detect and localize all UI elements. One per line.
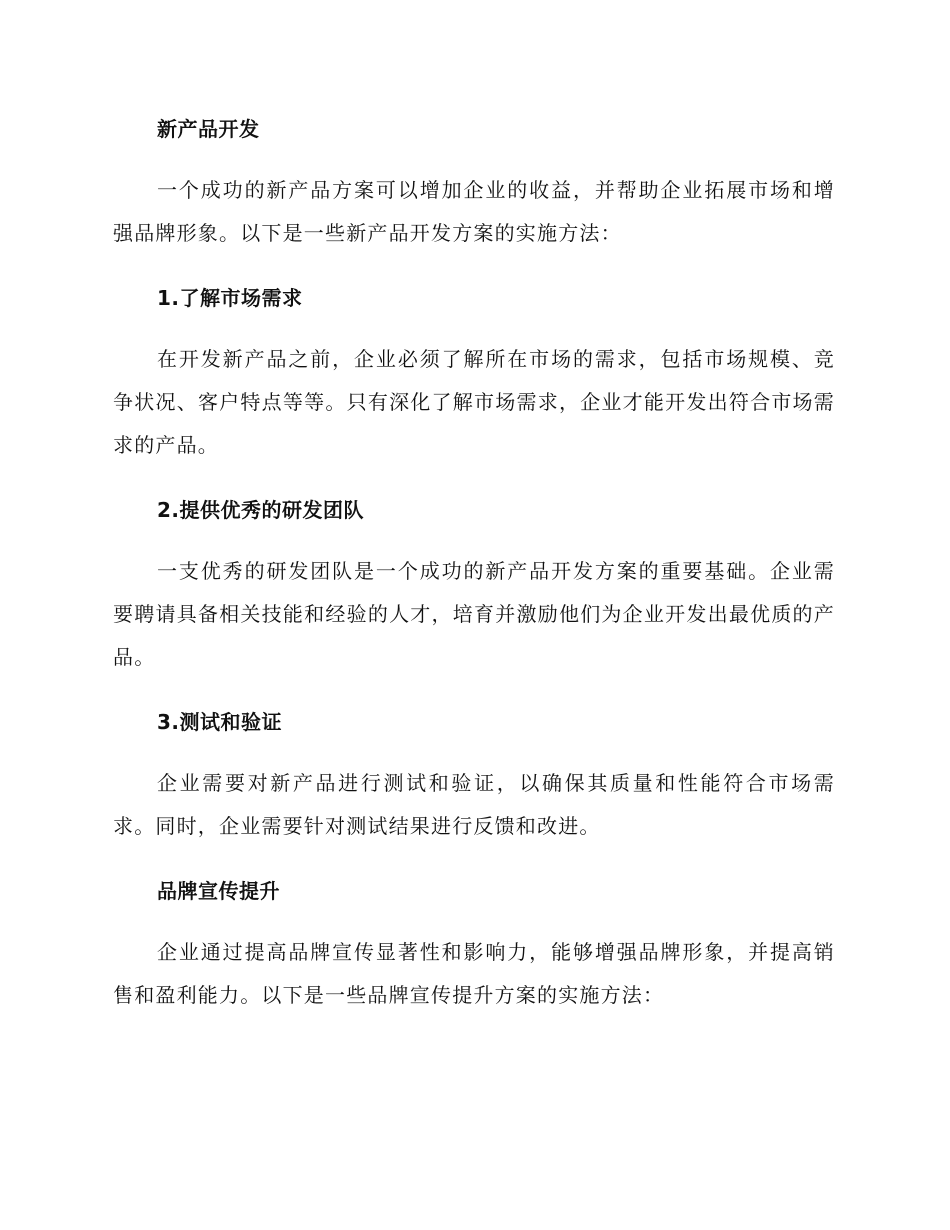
section-paragraph-brand: 企业通过提高品牌宣传显著性和影响力，能够增强品牌形象，并提高销售和盈利能力。以下是一些品牌宣传提升方案的实施方法： (113, 940, 835, 1007)
section-paragraph-new-product: 一个成功的新产品方案可以增加企业的收益，并帮助企业拓展市场和增强品牌形象。以下是一些新产品开发方案的实施方法： (113, 178, 835, 245)
section-heading-new-product: 新产品开发 (157, 117, 260, 141)
section-paragraph-testing: 企业需要对新产品进行测试和验证，以确保其质量和性能符合市场需求。同时，企业需要针对测试结果进行反馈和改进。 (113, 771, 835, 838)
document-body (113, 112, 835, 1017)
section-paragraph-market-demand: 在开发新产品之前，企业必须了解所在市场的需求，包括市场规模、竞争状况、客户特点等等。只有深化了解市场需求，企业才能开发出符合市场需求的产品。 (113, 347, 835, 457)
section-heading-rd-team: 2.提供优秀的研发团队 (157, 498, 365, 522)
section-heading-brand: 品牌宣传提升 (157, 879, 280, 903)
section-heading-market-demand: 1.了解市场需求 (157, 286, 303, 310)
section-paragraph-rd-team: 一支优秀的研发团队是一个成功的新产品开发方案的重要基础。企业需要聘请具备相关技能和经验的人才，培育并激励他们为企业开发出最优质的产品。 (113, 559, 835, 669)
section-heading-testing: 3.测试和验证 (157, 710, 283, 734)
